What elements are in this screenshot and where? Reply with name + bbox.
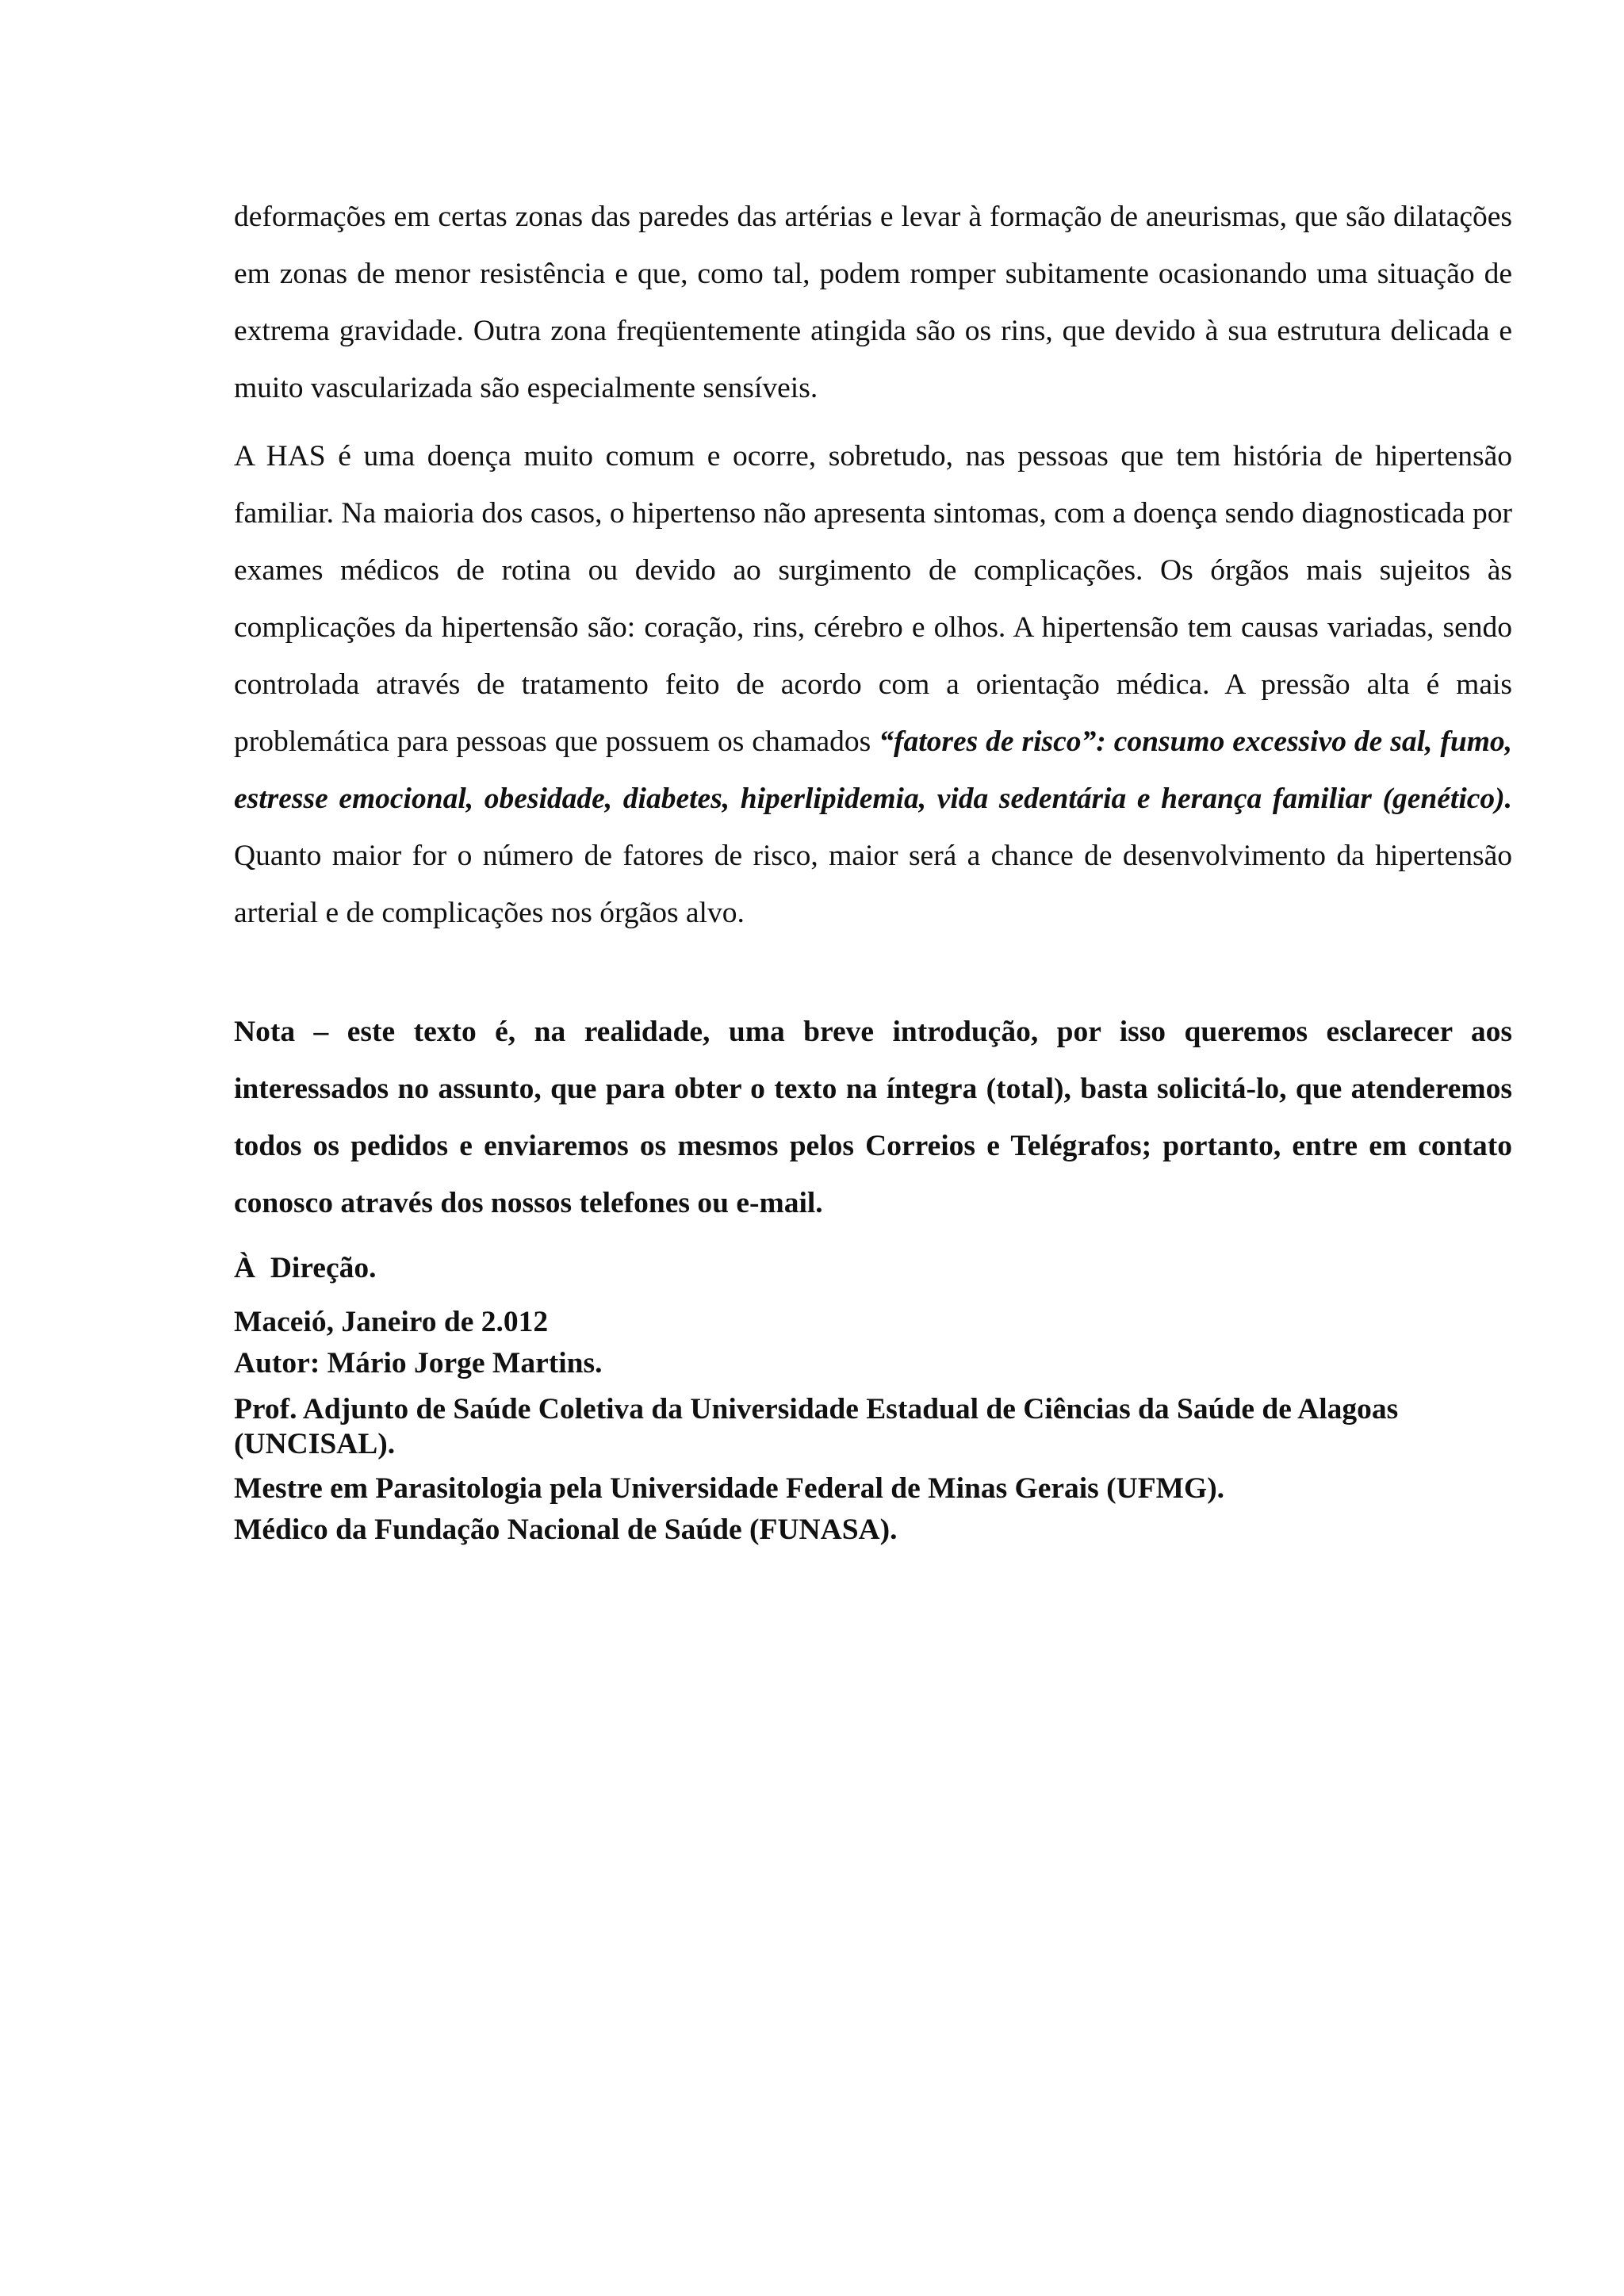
document-body (234, 189, 1512, 1551)
author-title-ufmg: Mestre em Parasitologia pela Universidade Federal de Minas Gerais (UFMG). (234, 1472, 1225, 1505)
salutation: À Direção. (234, 1252, 377, 1284)
place-date: Maceió, Janeiro de 2.012 (234, 1306, 549, 1338)
paragraph-has-lead: A HAS é uma doença muito comum e ocorre, sobretudo, nas pessoas que tem história de hipertensão familiar. Na maioria dos casos, o hipertenso não apresenta sintomas, com a doença sendo diagnosticada por exames médicos de rotina ou devido ao surgimento de complicações. Os órgãos mais sujeitos às complicações da hipertensão são: coração, rins, cérebro e olhos. A hipertensão tem causas variadas, sendo controlada através de tratamento feito de acordo com a orientação médica. A pressão alta é mais problemática para pessoas que possuem os chamados (234, 440, 1513, 758)
paragraph-has (234, 428, 1512, 942)
author-title-uncisal: Prof. Adjunto de Saúde Coletiva da Universidade Estadual de Ciências da Saúde de Alagoas (UNCISAL). (234, 1393, 1399, 1460)
author-title-funasa: Médico da Fundação Nacional de Saúde (FUNASA). (234, 1513, 898, 1546)
note-paragraph: Nota – este texto é, na realidade, uma breve introdução, por isso queremos esclarecer aos interessados no assunto, que para obter o texto na íntegra (total), basta solicitá-lo, que atenderemos todos os pedidos e enviaremos os mesmos pelos Correios e Telégrafos; portanto, entre em contato conosco através dos nossos telefones ou e-mail. (234, 1016, 1512, 1219)
risk-factors-emphasis: “fatores de risco”: consumo excessivo de sal, fumo, estresse emocional, obesidade, diabetes, hiperlipidemia, vida sedentária e herança familiar (genético). (234, 725, 1512, 815)
paragraph-aneurismas: deformações em certas zonas das paredes das artérias e levar à formação de aneurismas, que são dilatações em zonas de menor resistência e que, como tal, podem romper subitamente ocasionando uma situação de extrema gravidade. Outra zona freqüentemente atingida são os rins, que devido à sua estrutura delicada e muito vascularizada são especialmente sensíveis. (234, 201, 1512, 404)
author-line: Autor: Mário Jorge Martins. (234, 1347, 603, 1380)
paragraph-has-tail: Quanto maior for o número de fatores de risco, maior será a chance de desenvolvimento da hipertensão arterial e de complicações nos órgãos alvo. (234, 840, 1512, 929)
